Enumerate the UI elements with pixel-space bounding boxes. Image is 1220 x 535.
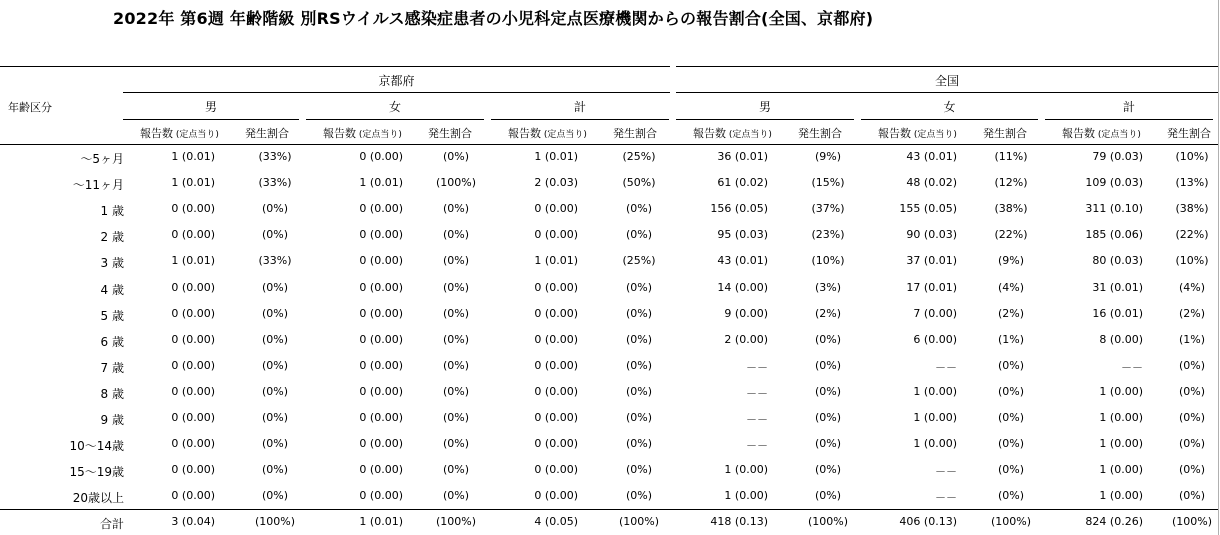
- sex-header: 計: [573, 100, 586, 114]
- table-row-count: 1 (0.01): [171, 150, 215, 163]
- total-row-count: 418 (0.13): [710, 515, 768, 528]
- table-row-count: 0 (0.00): [534, 202, 578, 215]
- table-row-rate: (0%): [625, 359, 653, 372]
- table-row-rate: (0%): [625, 489, 653, 502]
- total-row-rate: (100%): [254, 515, 296, 528]
- table-row-count: 1 (0.00): [1099, 463, 1143, 476]
- rule-sex-under: [306, 119, 484, 120]
- table-row-rate: (2%): [814, 307, 842, 320]
- table-row-rate: (4%): [1178, 281, 1206, 294]
- table-row-count: 43 (0.01): [906, 150, 957, 163]
- table-row-count: 0 (0.00): [359, 307, 403, 320]
- table-row-count: 8 (0.00): [1099, 333, 1143, 346]
- table-row-rate: (0%): [442, 333, 470, 346]
- table-row-age: 20歳以上: [72, 491, 124, 505]
- table-row-count: 0 (0.00): [359, 254, 403, 267]
- count-subheader: 報告数 (定点当り): [140, 127, 219, 140]
- per-site-subheader: (定点当り): [911, 130, 957, 140]
- table-row-age: 5 歳: [100, 309, 124, 323]
- table-row-rate: (0%): [261, 228, 289, 241]
- table-row-rate: (0%): [442, 463, 470, 476]
- table-row-rate: (0%): [261, 281, 289, 294]
- table-row-count: 16 (0.01): [1092, 307, 1143, 320]
- table-row-count: 0 (0.00): [359, 359, 403, 372]
- age-header: 年齢区分: [8, 101, 52, 114]
- table-row-count: 0 (0.00): [171, 307, 215, 320]
- table-row-rate: (2%): [1178, 307, 1206, 320]
- total-row-count: 1 (0.01): [359, 515, 403, 528]
- table-row-count: 0 (0.00): [359, 333, 403, 346]
- table-row-rate: (0%): [625, 228, 653, 241]
- table-row-rate: (0%): [997, 385, 1025, 398]
- rule-sex-under: [491, 119, 669, 120]
- table-row-rate: (0%): [442, 411, 470, 424]
- table-row-rate: (100%): [435, 176, 477, 189]
- table-row-count: 1 (0.00): [724, 489, 768, 502]
- table-row-rate: (1%): [1178, 333, 1206, 346]
- total-row-rate: (100%): [990, 515, 1032, 528]
- table-row-rate: (0%): [1178, 437, 1206, 450]
- table-row-rate: (0%): [442, 254, 470, 267]
- count-subheader: 報告数 (定点当り): [508, 127, 587, 140]
- table-row-count: 61 (0.02): [717, 176, 768, 189]
- table-row-count: 1 (0.01): [534, 150, 578, 163]
- table-row-rate: (0%): [625, 202, 653, 215]
- table-row-count: 0 (0.00): [359, 385, 403, 398]
- table-row-rate: (9%): [997, 254, 1025, 267]
- table-row-count: 9 (0.00): [724, 307, 768, 320]
- rule-sex-under: [123, 119, 299, 120]
- table-row-rate: (0%): [814, 411, 842, 424]
- table-row-count: 36 (0.01): [717, 150, 768, 163]
- table-row-rate: (0%): [442, 228, 470, 241]
- table-row-rate: (0%): [442, 150, 470, 163]
- table-row-rate: (10%): [1175, 150, 1209, 163]
- table-row-rate: (0%): [814, 463, 842, 476]
- table-row-count: 109 (0.03): [1085, 176, 1143, 189]
- table-row-count: 2 (0.03): [534, 176, 578, 189]
- table-row-count: －－: [746, 387, 768, 400]
- table-row-age: ～5ヶ月: [80, 152, 124, 166]
- page-title: 2022年 第6週 年齢階級 別RSウイルス感染症患者の小児科定点医療機関からの報告割合(全国、京都府): [113, 9, 874, 28]
- table-row-count: 0 (0.00): [359, 150, 403, 163]
- table-row-rate: (0%): [261, 202, 289, 215]
- rule-top: [0, 66, 670, 67]
- rule-sex-under: [676, 119, 854, 120]
- count-subheader: 報告数 (定点当り): [693, 127, 772, 140]
- table-row-count: 311 (0.10): [1085, 202, 1143, 215]
- table-row-count: 37 (0.01): [906, 254, 957, 267]
- total-row-rate: (100%): [618, 515, 660, 528]
- table-row-count: 1 (0.00): [1099, 437, 1143, 450]
- table-row-rate: (0%): [814, 437, 842, 450]
- table-row-age: 7 歳: [100, 361, 124, 375]
- table-row-rate: (22%): [994, 228, 1028, 241]
- table-row-count: 0 (0.00): [171, 359, 215, 372]
- table-row-rate: (25%): [622, 254, 656, 267]
- table-row-count: 0 (0.00): [171, 411, 215, 424]
- table-row-rate: (0%): [442, 202, 470, 215]
- table-row-age: 1 歳: [100, 204, 124, 218]
- table-row-rate: (0%): [997, 437, 1025, 450]
- total-row-age: 合計: [99, 517, 124, 531]
- table-row-count: －－: [746, 413, 768, 426]
- rate-subheader: 発生割合: [983, 127, 1027, 140]
- table-row-rate: (4%): [997, 281, 1025, 294]
- table-row-rate: (0%): [1178, 463, 1206, 476]
- table-row-count: －－: [935, 361, 957, 374]
- table-row-count: 0 (0.00): [534, 411, 578, 424]
- table-row-count: 6 (0.00): [913, 333, 957, 346]
- table-row-rate: (0%): [1178, 385, 1206, 398]
- table-row-count: 0 (0.00): [359, 228, 403, 241]
- table-row-rate: (38%): [994, 202, 1028, 215]
- table-row-age: 2 歳: [100, 230, 124, 244]
- table-row-rate: (0%): [1178, 359, 1206, 372]
- table-row-rate: (0%): [442, 359, 470, 372]
- table-row-rate: (0%): [625, 411, 653, 424]
- rate-subheader: 発生割合: [613, 127, 657, 140]
- table-row-age: 10～14歳: [69, 439, 124, 453]
- table-row-count: 155 (0.05): [899, 202, 957, 215]
- table-row-rate: (0%): [997, 463, 1025, 476]
- table-row-age: 4 歳: [100, 283, 124, 297]
- table-row-count: 2 (0.00): [724, 333, 768, 346]
- count-subheader: 報告数 (定点当り): [323, 127, 402, 140]
- table-row-count: 0 (0.00): [359, 202, 403, 215]
- table-row-count: 1 (0.00): [913, 385, 957, 398]
- table-row-rate: (11%): [994, 150, 1028, 163]
- table-row-rate: (10%): [1175, 254, 1209, 267]
- table-row-rate: (0%): [442, 437, 470, 450]
- table-row-count: 0 (0.00): [534, 307, 578, 320]
- sex-header: 女: [943, 100, 956, 114]
- table-row-count: 1 (0.01): [171, 254, 215, 267]
- per-site-subheader: (定点当り): [726, 130, 772, 140]
- region-header: 京都府: [378, 74, 415, 88]
- table-row-rate: (0%): [442, 307, 470, 320]
- table-row-rate: (0%): [997, 359, 1025, 372]
- table-row-count: 0 (0.00): [171, 228, 215, 241]
- right-border: [1218, 0, 1219, 535]
- table-row-count: 1 (0.00): [913, 437, 957, 450]
- table-row-count: 156 (0.05): [710, 202, 768, 215]
- sex-header: 計: [1122, 100, 1135, 114]
- count-subheader: 報告数 (定点当り): [1062, 127, 1141, 140]
- table-row-rate: (0%): [442, 385, 470, 398]
- table-row-count: 1 (0.01): [359, 176, 403, 189]
- table-row-count: 1 (0.00): [1099, 385, 1143, 398]
- table-row-count: 0 (0.00): [534, 228, 578, 241]
- table-row-rate: (9%): [814, 150, 842, 163]
- table-row-rate: (0%): [625, 281, 653, 294]
- table-row-rate: (3%): [814, 281, 842, 294]
- table-row-age: 6 歳: [100, 335, 124, 349]
- table-row-age: ～11ヶ月: [72, 178, 124, 192]
- total-row-count: 406 (0.13): [899, 515, 957, 528]
- table-row-rate: (0%): [261, 489, 289, 502]
- table-row-rate: (33%): [258, 150, 292, 163]
- table-row-rate: (10%): [811, 254, 845, 267]
- table-row-rate: (50%): [622, 176, 656, 189]
- rule-top: [676, 66, 1218, 67]
- total-row-count: 3 (0.04): [171, 515, 215, 528]
- table-row-age: 3 歳: [100, 256, 124, 270]
- rate-subheader: 発生割合: [1167, 127, 1211, 140]
- table-row-count: 0 (0.00): [171, 281, 215, 294]
- table-row-rate: (0%): [997, 489, 1025, 502]
- table-row-rate: (0%): [261, 307, 289, 320]
- table-row-rate: (0%): [814, 359, 842, 372]
- table-row-rate: (0%): [625, 333, 653, 346]
- table-row-rate: (15%): [811, 176, 845, 189]
- table-row-rate: (22%): [1175, 228, 1209, 241]
- table-row-rate: (2%): [997, 307, 1025, 320]
- table-row-rate: (37%): [811, 202, 845, 215]
- rate-subheader: 発生割合: [798, 127, 842, 140]
- table-row-count: 17 (0.01): [906, 281, 957, 294]
- table-row-rate: (0%): [625, 437, 653, 450]
- table-row-count: －－: [935, 491, 957, 504]
- table-row-count: 90 (0.03): [906, 228, 957, 241]
- rule-total-top: [0, 509, 1218, 510]
- table-row-rate: (25%): [622, 150, 656, 163]
- rate-subheader: 発生割合: [428, 127, 472, 140]
- region-header: 全国: [934, 74, 959, 88]
- table-row-count: 0 (0.00): [171, 437, 215, 450]
- table-row-rate: (0%): [261, 385, 289, 398]
- per-site-subheader: (定点当り): [173, 130, 219, 140]
- table-row-rate: (0%): [814, 333, 842, 346]
- table-row-rate: (0%): [814, 385, 842, 398]
- table-row-rate: (0%): [261, 411, 289, 424]
- table-row-count: 7 (0.00): [913, 307, 957, 320]
- table-row-rate: (0%): [814, 489, 842, 502]
- table-row-rate: (1%): [997, 333, 1025, 346]
- table-row-count: 0 (0.00): [534, 463, 578, 476]
- table-row-count: 0 (0.00): [534, 437, 578, 450]
- table-row-count: 1 (0.00): [1099, 489, 1143, 502]
- table-row-count: 0 (0.00): [534, 385, 578, 398]
- table-row-count: 0 (0.00): [359, 463, 403, 476]
- total-row-count: 4 (0.05): [534, 515, 578, 528]
- table-row-count: 0 (0.00): [171, 385, 215, 398]
- rule-region-under: [676, 92, 1218, 93]
- table-row-rate: (38%): [1175, 202, 1209, 215]
- table-row-count: 0 (0.00): [359, 489, 403, 502]
- total-row-rate: (100%): [1171, 515, 1213, 528]
- table-row-rate: (0%): [625, 385, 653, 398]
- rate-subheader: 発生割合: [245, 127, 289, 140]
- table-row-rate: (0%): [442, 281, 470, 294]
- count-subheader: 報告数 (定点当り): [878, 127, 957, 140]
- table-row-count: 80 (0.03): [1092, 254, 1143, 267]
- rule-header-bottom: [0, 144, 1218, 145]
- rule-region-under: [123, 92, 670, 93]
- rule-sex-under: [1045, 119, 1213, 120]
- table-row-rate: (0%): [1178, 411, 1206, 424]
- table-row-age: 9 歳: [100, 413, 124, 427]
- table-row-count: 0 (0.00): [534, 489, 578, 502]
- table-row-rate: (0%): [1178, 489, 1206, 502]
- table-row-count: 0 (0.00): [171, 463, 215, 476]
- table-row-count: 95 (0.03): [717, 228, 768, 241]
- table-row-rate: (0%): [625, 463, 653, 476]
- sex-header: 男: [204, 100, 217, 114]
- table-row-count: 0 (0.00): [171, 489, 215, 502]
- per-site-subheader: (定点当り): [541, 130, 587, 140]
- table-row-count: 0 (0.00): [534, 333, 578, 346]
- table-row-count: 0 (0.00): [534, 359, 578, 372]
- table-row-rate: (13%): [1175, 176, 1209, 189]
- table-row-count: 185 (0.06): [1085, 228, 1143, 241]
- table-row-rate: (33%): [258, 254, 292, 267]
- table-row-count: 1 (0.01): [534, 254, 578, 267]
- table-row-count: 0 (0.00): [171, 202, 215, 215]
- table-row-count: 0 (0.00): [534, 281, 578, 294]
- table-row-count: 0 (0.00): [359, 281, 403, 294]
- table-row-count: 31 (0.01): [1092, 281, 1143, 294]
- table-row-count: －－: [746, 439, 768, 452]
- table-row-rate: (33%): [258, 176, 292, 189]
- table-row-count: 1 (0.01): [171, 176, 215, 189]
- total-row-rate: (100%): [435, 515, 477, 528]
- table-row-count: 0 (0.00): [359, 437, 403, 450]
- total-row-rate: (100%): [807, 515, 849, 528]
- table-row-count: －－: [935, 465, 957, 478]
- table-row-count: 14 (0.00): [717, 281, 768, 294]
- table-row-count: 1 (0.00): [1099, 411, 1143, 424]
- table-row-rate: (12%): [994, 176, 1028, 189]
- table-row-count: 1 (0.00): [913, 411, 957, 424]
- table-row-rate: (0%): [625, 307, 653, 320]
- table-row-rate: (0%): [442, 489, 470, 502]
- table-row-count: 43 (0.01): [717, 254, 768, 267]
- table-row-rate: (0%): [261, 359, 289, 372]
- table-row-count: 0 (0.00): [359, 411, 403, 424]
- per-site-subheader: (定点当り): [356, 130, 402, 140]
- table-row-age: 15～19歳: [69, 465, 124, 479]
- table-row-count: －－: [1121, 361, 1143, 374]
- table-row-count: 1 (0.00): [724, 463, 768, 476]
- total-row-count: 824 (0.26): [1085, 515, 1143, 528]
- table-row-age: 8 歳: [100, 387, 124, 401]
- table-row-count: －－: [746, 361, 768, 374]
- table-row-count: 48 (0.02): [906, 176, 957, 189]
- table-row-rate: (0%): [997, 411, 1025, 424]
- sex-header: 男: [758, 100, 771, 114]
- per-site-subheader: (定点当り): [1095, 130, 1141, 140]
- table-row-rate: (0%): [261, 437, 289, 450]
- table-row-rate: (0%): [261, 463, 289, 476]
- table-row-rate: (23%): [811, 228, 845, 241]
- table-row-count: 0 (0.00): [171, 333, 215, 346]
- rule-sex-under: [861, 119, 1038, 120]
- table-row-rate: (0%): [261, 333, 289, 346]
- sex-header: 女: [388, 100, 401, 114]
- table-row-count: 79 (0.03): [1092, 150, 1143, 163]
